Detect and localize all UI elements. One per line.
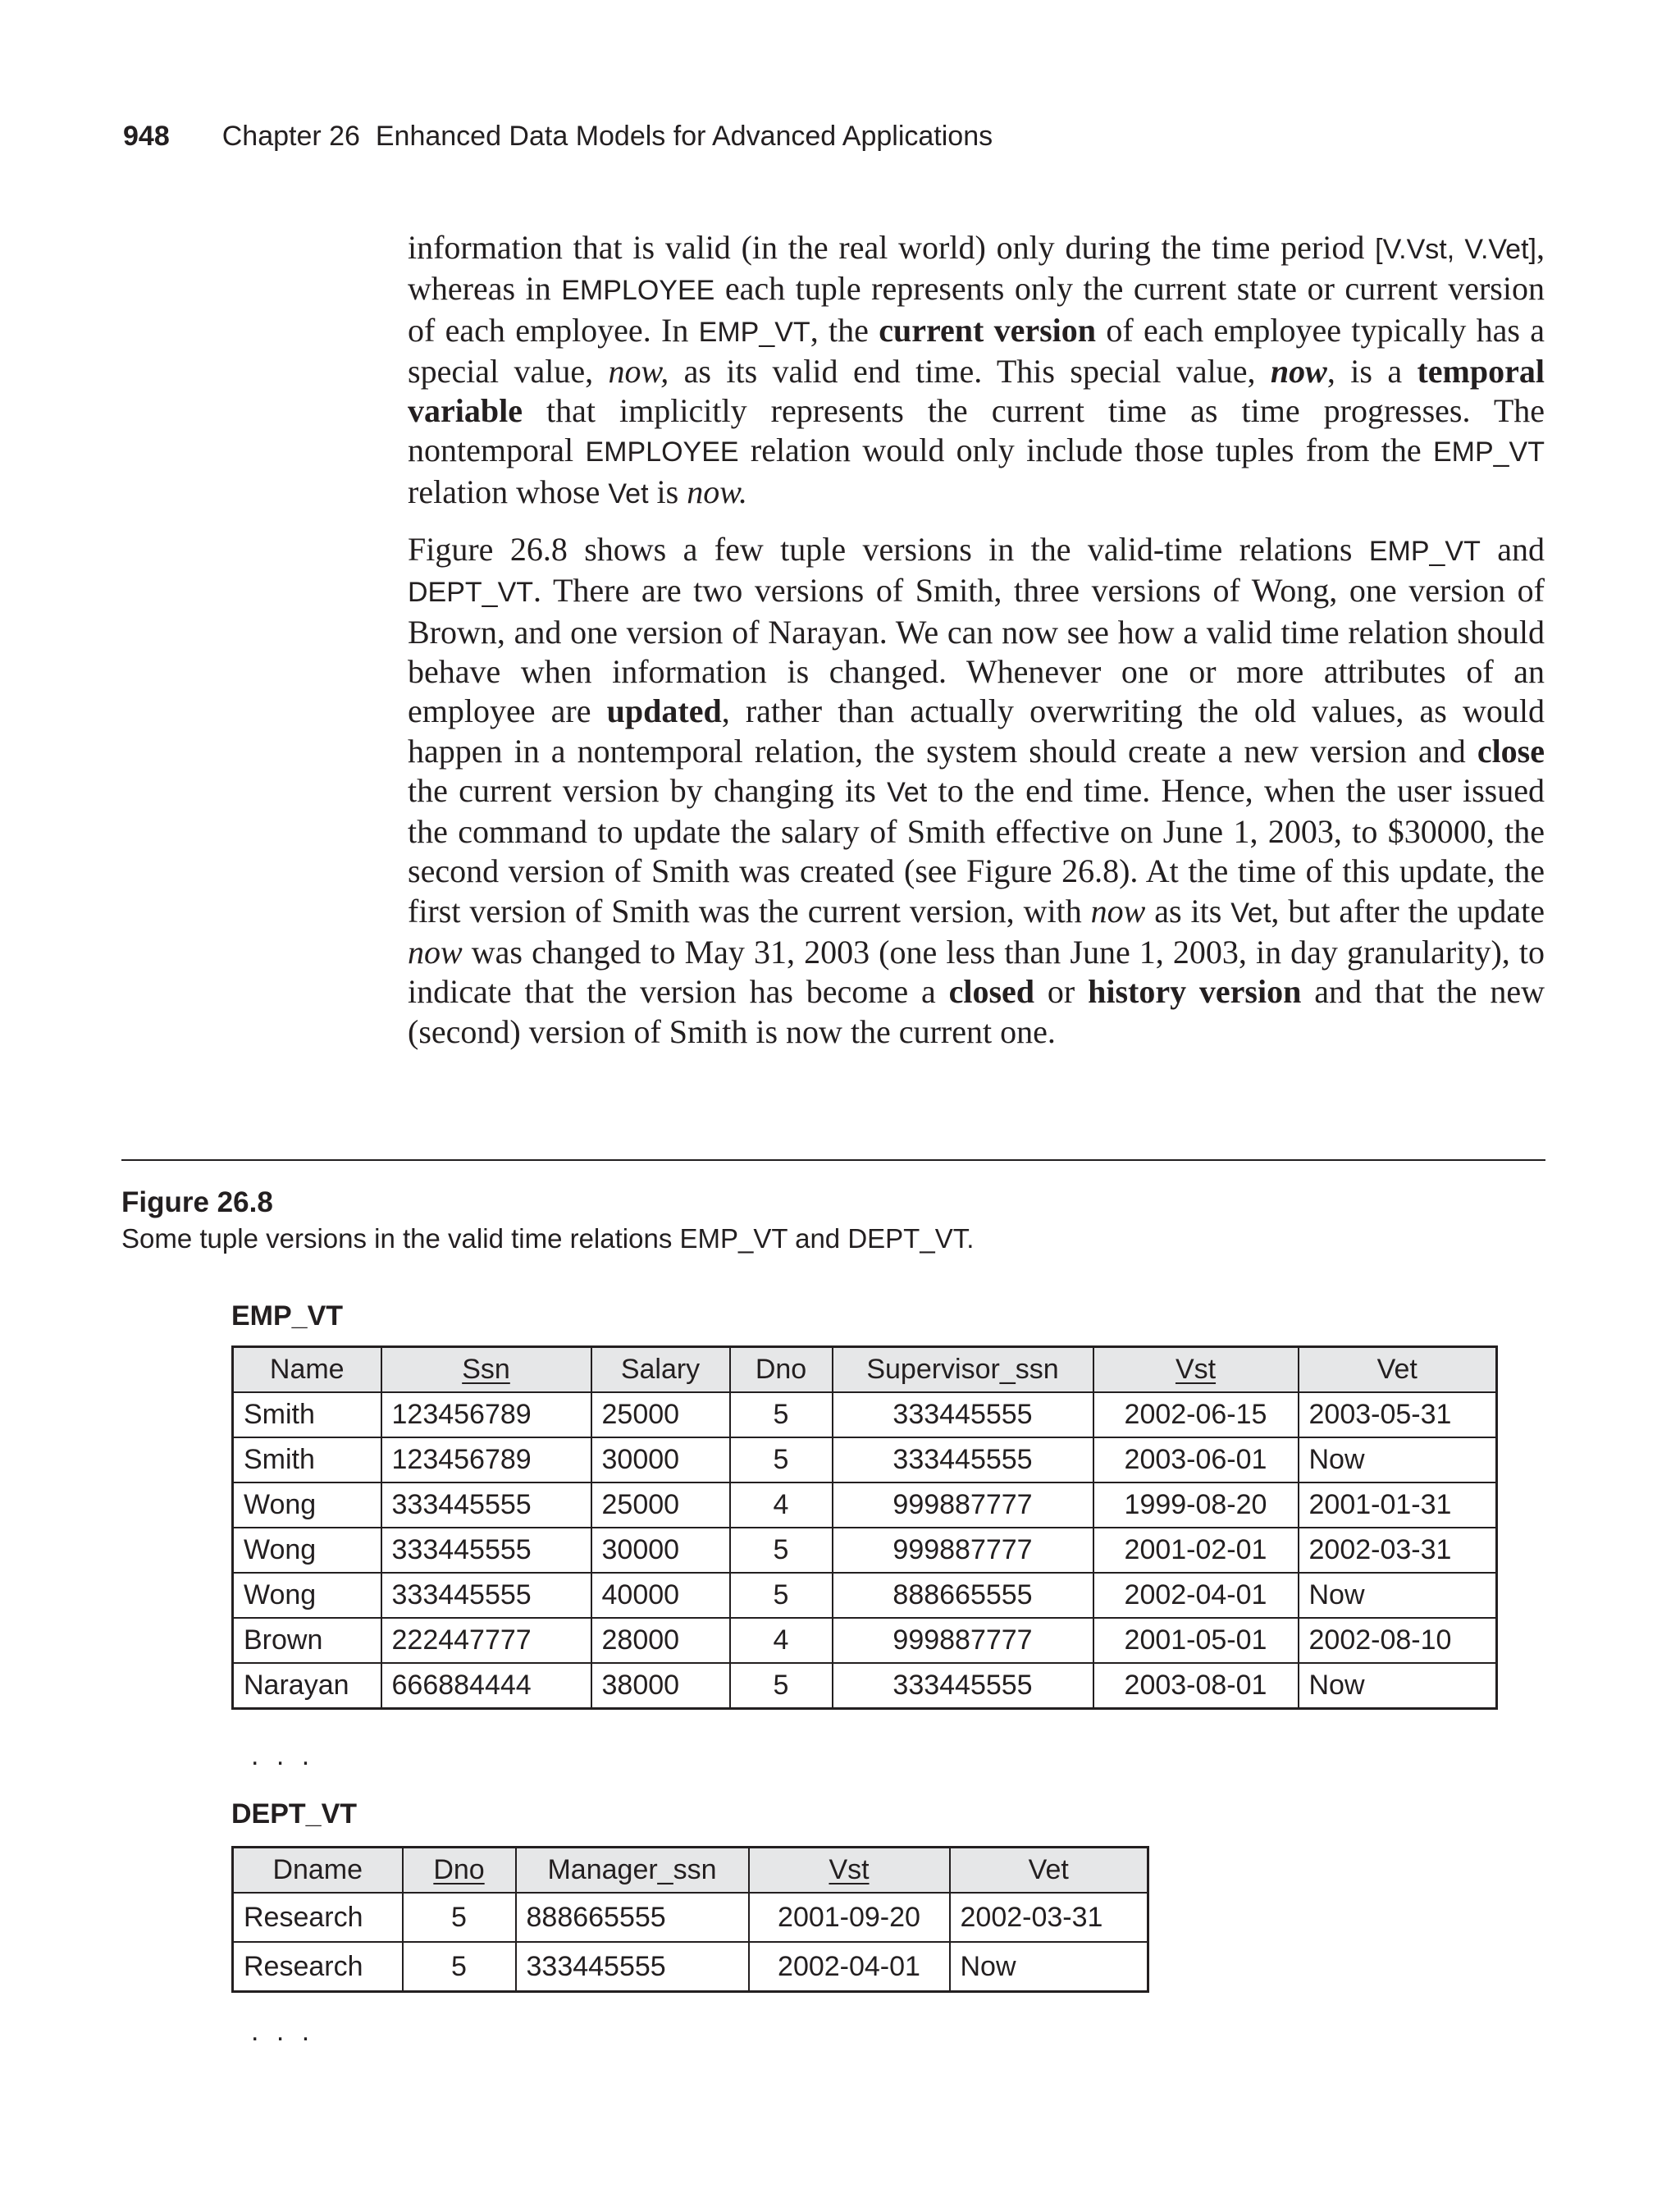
dept-vt-title: DEPT_VT bbox=[231, 1798, 358, 1830]
column-header-ssn: Ssn bbox=[381, 1347, 591, 1393]
table-cell: 25000 bbox=[591, 1482, 730, 1528]
body-text bbox=[408, 228, 1545, 1052]
table-cell: 28000 bbox=[591, 1618, 730, 1663]
table-row bbox=[233, 1618, 1497, 1663]
table-cell: 2002-04-01 bbox=[749, 1942, 950, 1992]
table-cell: 2001-09-20 bbox=[749, 1893, 950, 1942]
column-header-vst: Vst bbox=[749, 1848, 950, 1894]
table-cell: 999887777 bbox=[833, 1528, 1093, 1573]
table-row bbox=[233, 1942, 1148, 1992]
table-cell: 5 bbox=[403, 1893, 516, 1942]
inline-code: EMPLOYEE bbox=[561, 275, 715, 307]
table-cell: 666884444 bbox=[381, 1663, 591, 1709]
inline-code: EMPLOYEE bbox=[585, 436, 739, 468]
table-cell: Now bbox=[1299, 1573, 1497, 1618]
table-cell: 2002-06-15 bbox=[1093, 1392, 1299, 1437]
table-row bbox=[233, 1437, 1497, 1482]
table-cell: 2002-03-31 bbox=[1299, 1528, 1497, 1573]
bold-term: temporal variable bbox=[408, 352, 1545, 430]
column-header-dno: Dno bbox=[730, 1347, 833, 1393]
table-cell: 4 bbox=[730, 1618, 833, 1663]
table-cell: 38000 bbox=[591, 1663, 730, 1709]
inline-code: Vet bbox=[608, 477, 649, 509]
figure-caption: Some tuple versions in the valid time relations EMP_VT and DEPT_VT. bbox=[121, 1223, 975, 1254]
column-header-vst: Vst bbox=[1093, 1347, 1299, 1393]
table-cell: Now bbox=[1299, 1663, 1497, 1709]
table-cell: 2001-05-01 bbox=[1093, 1618, 1299, 1663]
table-row bbox=[233, 1482, 1497, 1528]
table-cell: 25000 bbox=[591, 1392, 730, 1437]
table-cell: 123456789 bbox=[381, 1437, 591, 1482]
table-cell: 333445555 bbox=[833, 1663, 1093, 1709]
table-cell: Brown bbox=[233, 1618, 381, 1663]
table-cell: Narayan bbox=[233, 1663, 381, 1709]
italic-term: now. bbox=[687, 473, 747, 510]
italic-term: now bbox=[408, 934, 463, 971]
table-cell: 333445555 bbox=[381, 1482, 591, 1528]
table-cell: 2002-08-10 bbox=[1299, 1618, 1497, 1663]
inline-code: EMP_VT bbox=[698, 316, 810, 348]
table-cell: Now bbox=[950, 1942, 1148, 1992]
table-header-row bbox=[233, 1848, 1148, 1894]
table-cell: 5 bbox=[730, 1663, 833, 1709]
inline-code: [V.Vst, V.Vet] bbox=[1375, 234, 1536, 265]
bold-italic-term: now bbox=[1270, 352, 1327, 390]
table-cell: 30000 bbox=[591, 1528, 730, 1573]
inline-code: EMP_VT bbox=[1432, 436, 1545, 468]
inline-code: Vet bbox=[887, 776, 928, 808]
figure-label: Figure 26.8 bbox=[121, 1186, 273, 1218]
table-cell: 5 bbox=[730, 1437, 833, 1482]
emp-vt-title: EMP_VT bbox=[231, 1300, 344, 1332]
table-cell: Research bbox=[233, 1893, 403, 1942]
emp-vt-ellipsis: . . . bbox=[251, 1740, 315, 1771]
column-header-supervisor-ssn: Supervisor_ssn bbox=[833, 1347, 1093, 1393]
table-cell: 2002-04-01 bbox=[1093, 1573, 1299, 1618]
table-cell: Smith bbox=[233, 1392, 381, 1437]
table-cell: 2003-08-01 bbox=[1093, 1663, 1299, 1709]
table-cell: 5 bbox=[730, 1528, 833, 1573]
column-header-salary: Salary bbox=[591, 1347, 730, 1393]
table-cell: Smith bbox=[233, 1437, 381, 1482]
table-cell: Now bbox=[1299, 1437, 1497, 1482]
table-cell: Wong bbox=[233, 1482, 381, 1528]
column-header-vet: Vet bbox=[1299, 1347, 1497, 1393]
table-cell: Research bbox=[233, 1942, 403, 1992]
emp-vt-table bbox=[231, 1345, 1498, 1710]
table-row bbox=[233, 1893, 1148, 1942]
table-header-row bbox=[233, 1347, 1497, 1393]
bold-term: closed bbox=[948, 973, 1035, 1011]
table-row bbox=[233, 1392, 1497, 1437]
page-number: 948 bbox=[123, 121, 170, 152]
running-header bbox=[123, 120, 993, 153]
chapter-title: Chapter 26 Enhanced Data Models for Advanced Applications bbox=[221, 121, 993, 152]
table-cell: 2001-02-01 bbox=[1093, 1528, 1299, 1573]
table-cell: 888665555 bbox=[516, 1893, 749, 1942]
table-cell: 4 bbox=[730, 1482, 833, 1528]
dept-vt-ellipsis: . . . bbox=[251, 2016, 315, 2047]
table-cell: 5 bbox=[730, 1573, 833, 1618]
bold-term: history version bbox=[1088, 973, 1302, 1011]
column-header-dname: Dname bbox=[233, 1848, 403, 1894]
inline-code: EMP_VT bbox=[1368, 536, 1481, 568]
table-cell: 333445555 bbox=[381, 1573, 591, 1618]
column-header-vet: Vet bbox=[950, 1848, 1148, 1894]
table-cell: 2001-01-31 bbox=[1299, 1482, 1497, 1528]
table-cell: 5 bbox=[403, 1942, 516, 1992]
italic-term: now bbox=[1090, 892, 1146, 930]
table-cell: 888665555 bbox=[833, 1573, 1093, 1618]
dept-vt-table bbox=[231, 1846, 1149, 1993]
table-cell: Wong bbox=[233, 1573, 381, 1618]
table-cell: 5 bbox=[730, 1392, 833, 1437]
column-header-manager-ssn: Manager_ssn bbox=[516, 1848, 749, 1894]
table-cell: Wong bbox=[233, 1528, 381, 1573]
inline-code: Vet bbox=[1230, 897, 1271, 929]
italic-term: now, bbox=[608, 352, 669, 390]
bold-term: current version bbox=[879, 311, 1097, 349]
table-cell: 30000 bbox=[591, 1437, 730, 1482]
table-cell: 222447777 bbox=[381, 1618, 591, 1663]
table-cell: 999887777 bbox=[833, 1482, 1093, 1528]
table-cell: 2003-06-01 bbox=[1093, 1437, 1299, 1482]
table-row bbox=[233, 1663, 1497, 1709]
table-cell: 333445555 bbox=[833, 1437, 1093, 1482]
table-cell: 40000 bbox=[591, 1573, 730, 1618]
inline-code: DEPT_VT bbox=[408, 577, 534, 609]
column-header-name: Name bbox=[233, 1347, 381, 1393]
table-row bbox=[233, 1528, 1497, 1573]
bold-term: updated bbox=[606, 692, 722, 730]
paragraph-2: Figure 26.8 shows a few tuple versions in the valid-time relations EMP_VT and DEPT_VT. There are two versions of Smith, three versions of Wong, one version of Brown, and one version of Narayan. We can now see how a valid time relation should behave when information is changed. Whenever one or more attributes of an employee are updated, rather than actually overwriting the old values, as would happen in a nontemporal relation, the system should create a new version and close the current version by changing its Vet to the end time. Hence, when the user issued the command to update the salary of Smith effective on June 1, 2003, to $30000, the second version of Smith was created (see Figure 26.8). At the time of this update, the first version of Smith was the current version, with now as its Vet, but after the update now was changed to May 31, 2003 (one less than June 1, 2003, in day granularity), to indicate that the version has become a closed or history version and that the new (second) version of Smith is now the current one. bbox=[408, 531, 1545, 1050]
paragraph-1: information that is valid (in the real world) only during the time period [V.Vst, V.Vet], whereas in EMPLOYEE each tuple represents only the current state or current version of each employee. In EMP_VT, the current version of each employee typically has a special value, now, as its valid end time. This special value, now, is a temporal variable that implicitly represents the current time as time progresses. The nontemporal EMPLOYEE relation would only include those tuples from the EMP_VT relation whose Vet is now. bbox=[408, 229, 1545, 510]
table-cell: 1999-08-20 bbox=[1093, 1482, 1299, 1528]
bold-term: close bbox=[1477, 732, 1545, 770]
table-cell: 2003-05-31 bbox=[1299, 1392, 1497, 1437]
table-cell: 333445555 bbox=[516, 1942, 749, 1992]
table-cell: 333445555 bbox=[833, 1392, 1093, 1437]
table-cell: 333445555 bbox=[381, 1528, 591, 1573]
table-cell: 123456789 bbox=[381, 1392, 591, 1437]
table-row bbox=[233, 1573, 1497, 1618]
figure-rule bbox=[121, 1159, 1545, 1161]
table-cell: 2002-03-31 bbox=[950, 1893, 1148, 1942]
column-header-dno: Dno bbox=[403, 1848, 516, 1894]
table-cell: 999887777 bbox=[833, 1618, 1093, 1663]
